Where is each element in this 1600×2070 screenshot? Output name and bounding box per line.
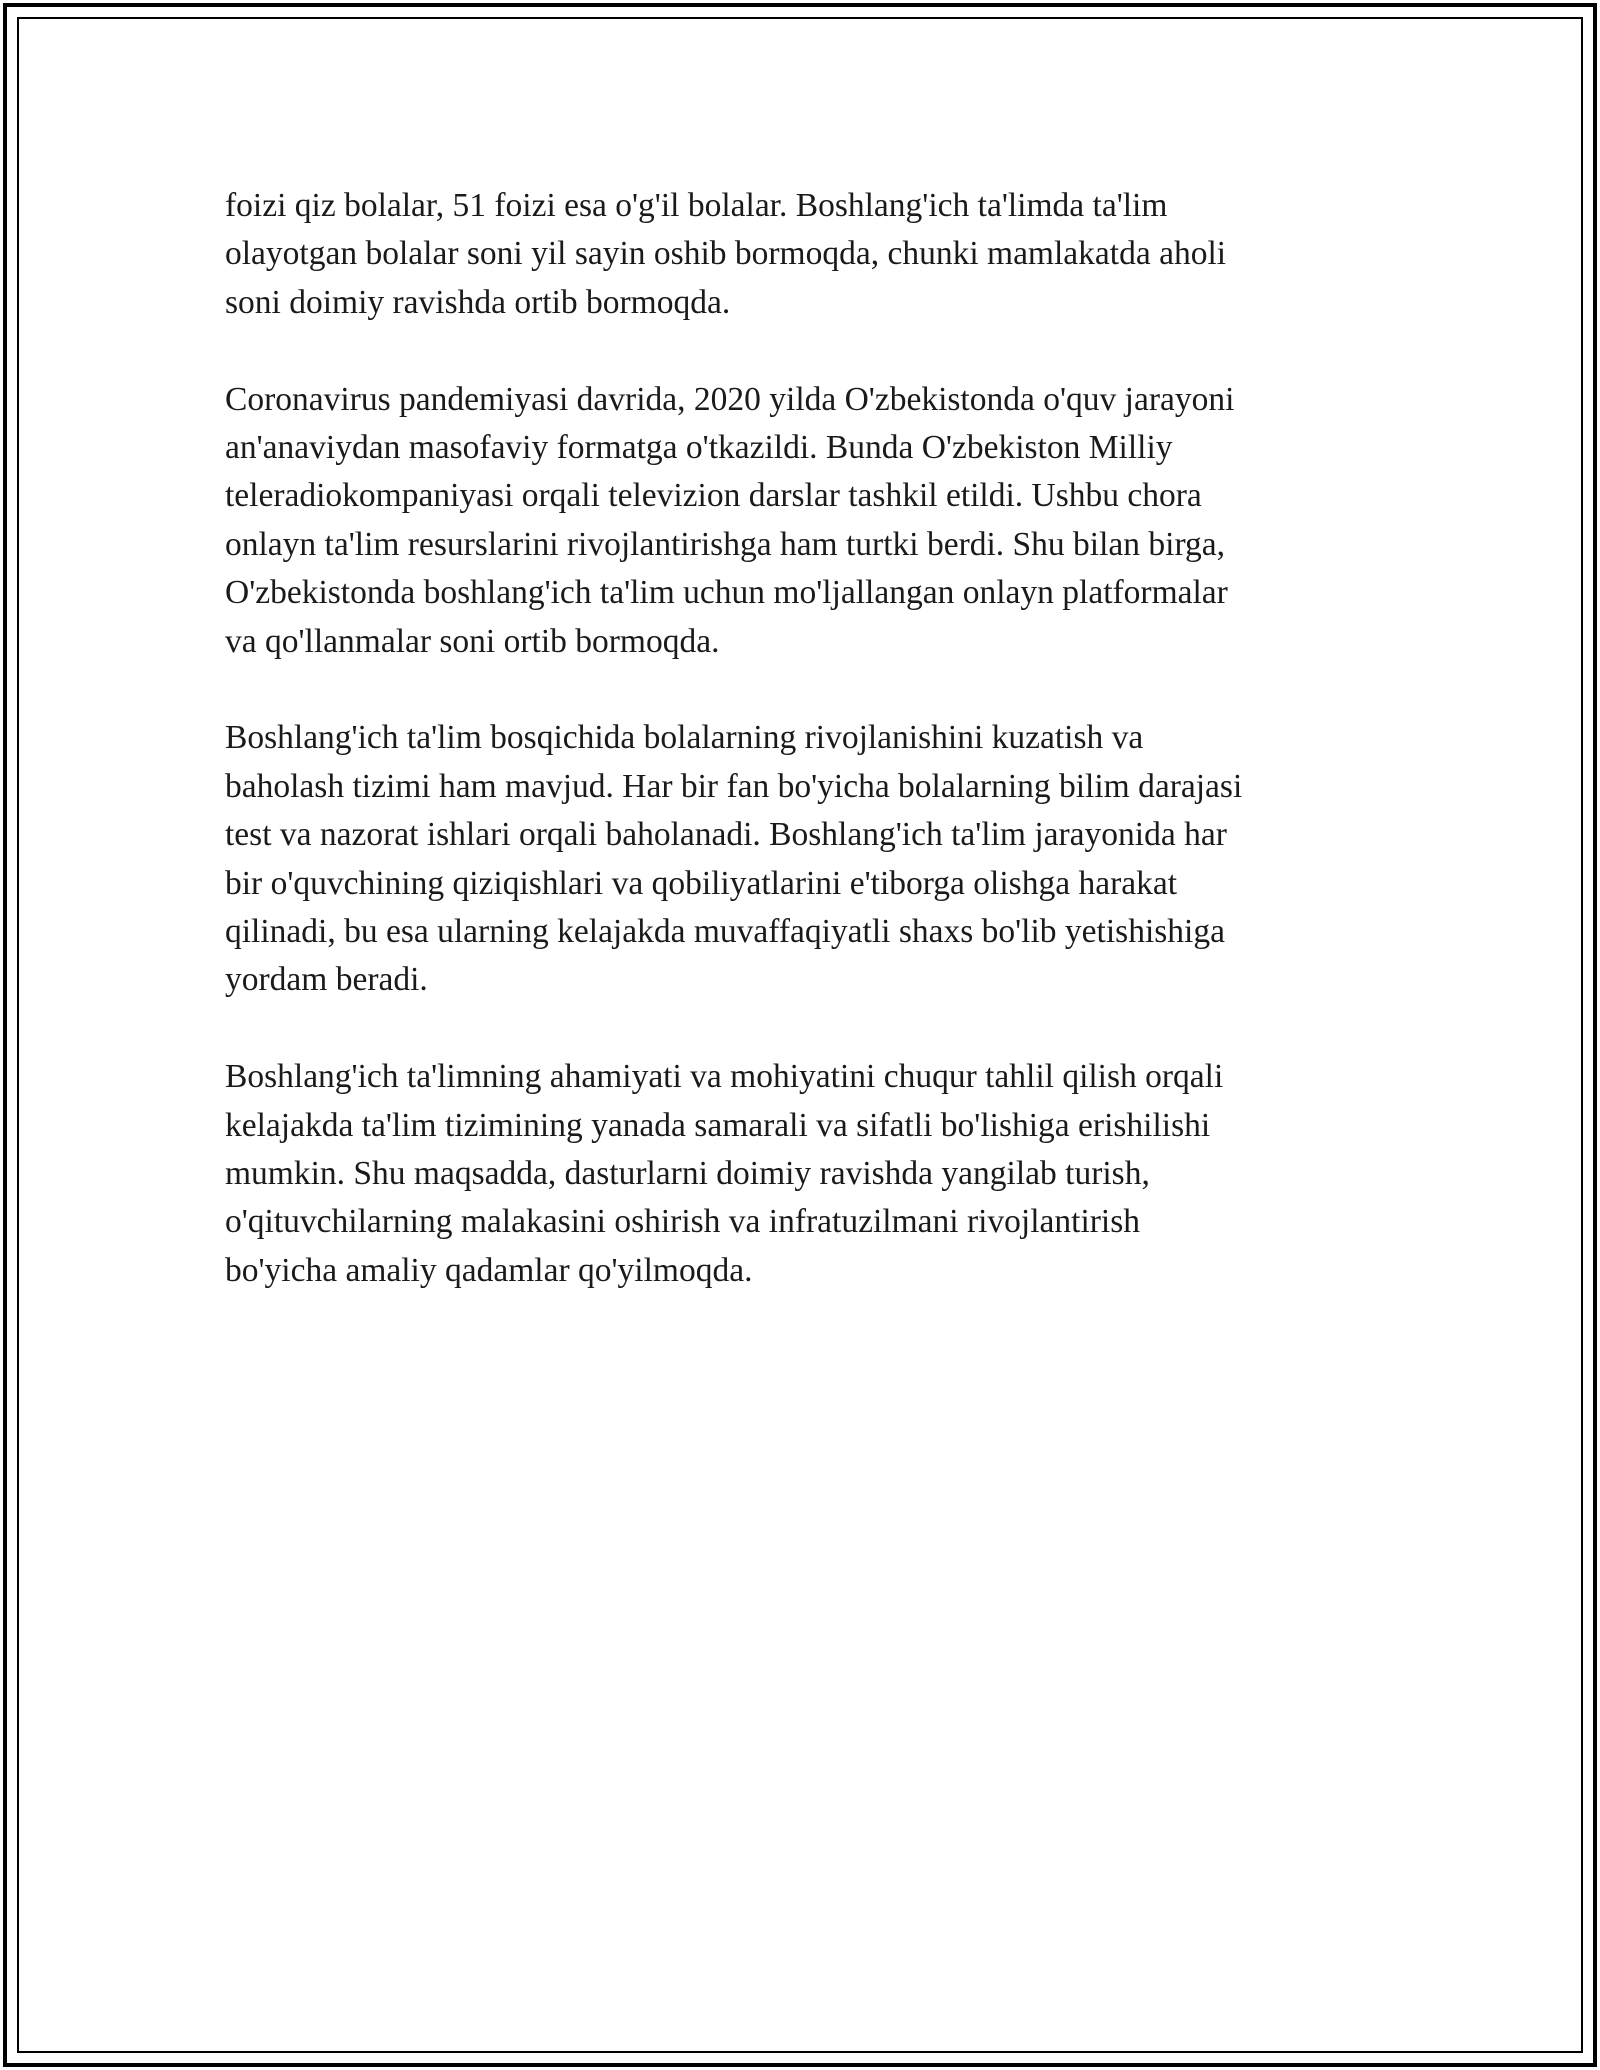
paragraph-4 (225, 1053, 1385, 1295)
text-line: Coronavirus pandemiyasi davrida, 2020 yilda O'zbekistonda o'quv jarayoni (225, 380, 1235, 418)
text-line: bir o'quvchining qiziqishlari va qobiliyatlarini e'tiborga olishga harakat (225, 864, 1178, 902)
text-line: Boshlang'ich ta'limning ahamiyati va mohiyatini chuqur tahlil qilish orqali (225, 1058, 1224, 1096)
text-line: foizi qiz bolalar, 51 foizi esa o'g'il bolalar. Boshlang'ich ta'limda ta'lim (225, 187, 1168, 224)
paragraph-3 (225, 714, 1385, 1004)
text-line: mumkin. Shu maqsadda, dasturlarni doimiy ravishda yangilab turish, (225, 1155, 1150, 1193)
text-line: O'zbekistonda boshlang'ich ta'lim uchun mo'ljallangan onlayn platformalar (225, 574, 1228, 612)
text-line: kelajakda ta'lim tizimining yanada samarali va sifatli bo'lishiga erishilishi (225, 1106, 1211, 1144)
text-line: olayotgan bolalar soni yil sayin oshib bormoqda, chunki mamlakatda aholi (225, 235, 1227, 273)
text-line: qilinadi, bu esa ularning kelajakda muvaffaqiyatli shaxs bo'lib yetishishiga (225, 913, 1225, 951)
text-line: teleradiokompaniyasi orqali televizion darslar tashkil etildi. Ushbu chora (225, 477, 1202, 515)
text-line: yordam beradi. (225, 961, 428, 999)
paragraph-2 (225, 376, 1385, 666)
text-line: o'qituvchilarning malakasini oshirish va infratuzilmani rivojlantirish (225, 1203, 1141, 1241)
text-line: va qo'llanmalar soni ortib bormoqda. (225, 622, 720, 660)
text-line: baholash tizimi ham mavjud. Har bir fan bo'yicha bolalarning bilim darajasi (225, 767, 1243, 805)
text-line: Boshlang'ich ta'lim bosqichida bolalarning rivojlanishini kuzatish va (225, 719, 1144, 757)
text-line: bo'yicha amaliy qadamlar qo'yilmoqda. (225, 1251, 753, 1289)
text-line: soni doimiy ravishda ortib bormoqda. (225, 283, 731, 321)
text-line: test va nazorat ishlari orqali baholanadi. Boshlang'ich ta'lim jarayonida har (225, 816, 1227, 854)
text-line: an'anaviydan masofaviy formatga o'tkazildi. Bunda O'zbekiston Milliy (225, 429, 1173, 467)
document-body (225, 182, 1385, 1344)
text-line: onlayn ta'lim resurslarini rivojlantirishga ham turtki berdi. Shu bilan birga, (225, 525, 1225, 563)
paragraph-1 (225, 182, 1385, 327)
